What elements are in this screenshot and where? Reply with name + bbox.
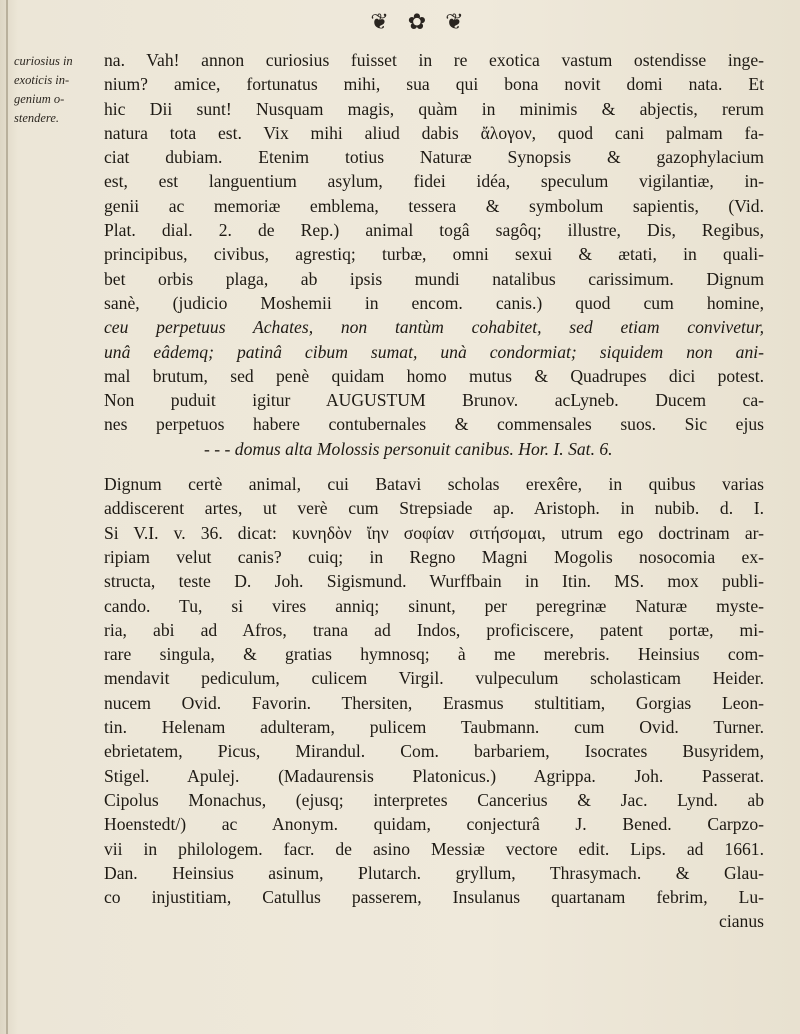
- text-line: addiscerent artes, ut verè cum Strepsiade ap. Aristoph. in nubib. d. I.: [104, 498, 764, 519]
- paragraph-gap: [104, 461, 764, 472]
- text-line: est, est languentium asylum, fidei idéa, speculum vigilantiæ, in-: [104, 171, 764, 192]
- body-text: [104, 48, 764, 934]
- text-line: natura tota est. Vix mihi aliud dabis ἄλογον, quod cani palmam fa-: [104, 122, 764, 143]
- header-ornament: ❦ ✿ ❦: [370, 10, 470, 35]
- text-line: bet orbis plaga, ab ipsis mundi natalibus carissimum. Dignum: [104, 268, 764, 289]
- text-line: ciat dubiam. Etenim totius Naturæ Synopsis & gazophylacium: [104, 147, 764, 168]
- text-line: Stigel. Apulej. (Madaurensis Platonicus.) Agrippa. Joh. Passerat.: [104, 765, 764, 786]
- text-line: Si V.I. v. 36. dicat: κυνηδὸν ἴην σοφίαν σιτήσομαι, utrum ego doctrinam ar-: [104, 522, 764, 543]
- marginal-note-line: curiosius in: [14, 54, 73, 68]
- text-line: sanè, (judicio Moshemii in encom. canis.) quod cum homine,: [104, 292, 764, 313]
- text-line: Cipolus Monachus, (ejusq; interpretes Cancerius & Jac. Lynd. ab: [104, 789, 764, 810]
- text-line: Plat. dial. 2. de Rep.) animal togâ sagôq; illustre, Dis, Regibus,: [104, 220, 764, 241]
- text-line: nucem Ovid. Favorin. Thersiten, Erasmus stultitiam, Gorgias Leon-: [104, 692, 764, 713]
- text-line: Dan. Heinsius asinum, Plutarch. gryllum, Thrasymach. & Glau-: [104, 862, 764, 883]
- text-line: na. Vah! annon curiosius fuisset in re exotica vastum ostendisse inge-: [104, 50, 764, 70]
- text-line: mal brutum, sed penè quidam homo mutus & Quadrupes dici potest.: [104, 365, 764, 386]
- marginal-note: [14, 52, 100, 128]
- text-line: mendavit pediculum, culicem Virgil. vulpeculum scholasticam Heider.: [104, 668, 764, 689]
- text-line: principibus, civibus, agrestiq; turbæ, omni sexui & ætati, in quali-: [104, 244, 764, 265]
- text-line: nes perpetuos habere contubernales & commensales suos. Sic ejus: [104, 414, 764, 435]
- text-line: genii ac memoriæ emblema, tessera & symbolum sapientis, (Vid.: [104, 195, 764, 216]
- text-line: co injustitiam, Catullus passerem, Insulanus quartanam febrim, Lu-: [104, 887, 764, 908]
- text-line: tin. Helenam adulteram, pulicem Taubmann. cum Ovid. Turner.: [104, 717, 764, 738]
- text-line: hic Dii sunt! Nusquam magis, quàm in minimis & abjectis, rerum: [104, 98, 764, 119]
- text-line: Non puduit igitur AUGUSTUM Brunov. acLyneb. Ducem ca-: [104, 390, 764, 411]
- text-line: Hoenstedt/) ac Anonym. quidam, conjecturâ J. Bened. Carpzo-: [104, 814, 764, 835]
- text-line: nium? amice, fortunatus mihi, sua qui bona novit domi nata. Et: [104, 74, 764, 95]
- marginal-note-line: genium o-: [14, 92, 65, 106]
- text-line: structa, teste D. Joh. Sigismund. Wurffbain in Itin. MS. mox publi-: [104, 571, 764, 592]
- verse-quote: - - - domus alta Molossis personuit canibus. Hor. I. Sat. 6.: [204, 438, 613, 459]
- text-line: ceu perpetuus Achates, non tantùm cohabitet, sed etiam convivetur,: [104, 317, 764, 338]
- text-line: ripiam velut canis? cuiq; in Regno Magni Mogolis nosocomia ex-: [104, 546, 764, 567]
- text-line: ebrietatem, Picus, Mirandul. Com. barbariem, Isocrates Busyridem,: [104, 741, 764, 762]
- text-line: ria, abi ad Afros, trana ad Indos, proficiscere, patent portæ, mi-: [104, 619, 764, 640]
- text-line: Dignum certè animal, cui Batavi scholas erexêre, in quibus varias: [104, 474, 764, 495]
- text-line: rare singula, & gratias hymnosq; à me merebris. Heinsius com-: [104, 644, 764, 665]
- text-line: unâ eâdemq; patinâ cibum sumat, unà condormiat; siquidem non ani-: [104, 341, 764, 362]
- marginal-note-line: stendere.: [14, 111, 60, 125]
- catchword: cianus: [719, 911, 764, 932]
- text-line: vii in philologem. facr. de asino Messiæ vectore edit. Lips. ad 1661.: [104, 838, 764, 859]
- page-gutter: [6, 0, 8, 1034]
- marginal-note-line: exoticis in-: [14, 73, 70, 87]
- text-line: cando. Tu, si vires anniq; sinunt, per peregrinæ Naturæ myste-: [104, 595, 764, 616]
